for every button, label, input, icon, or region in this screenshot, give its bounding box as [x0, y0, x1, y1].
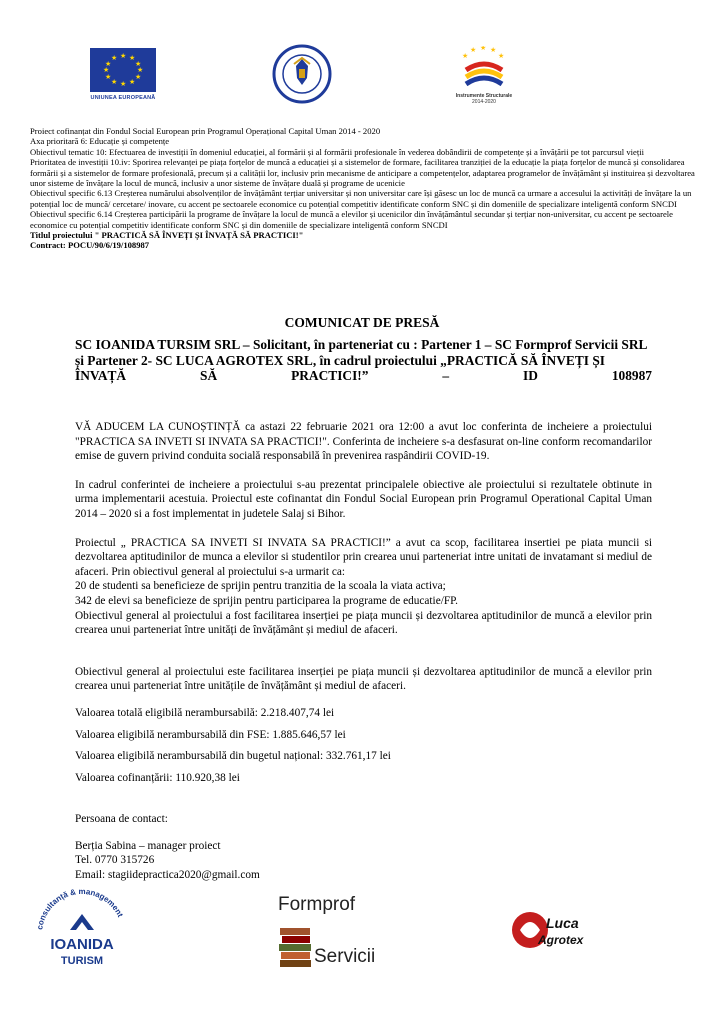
- government-seal-logo: [272, 44, 332, 104]
- contract-number: Contract: POCU/90/6/19/108987: [30, 240, 150, 251]
- footer-logos: [0, 880, 724, 990]
- subtitle-word: –: [442, 368, 450, 384]
- project-intro: [30, 126, 698, 251]
- intro-line: Proiect cofinanțat din Fondul Social European prin Programul Operațional Capital Uman 2014 - 2020: [30, 126, 381, 136]
- header-logos: [0, 40, 724, 110]
- svg-text:★: ★: [462, 52, 469, 60]
- intro-line: Obiectivul specific 6.14 Creșterea participării la programe de învățare la locul de muncă a elevilor și ucenicilor din învățământul secundar și terțiar non-universitar, cu accent pe sectoarele economice cu potențial competitiv identificate conform SNC și din domeniile de specializare inteligentă conform SNCDI: [30, 209, 673, 230]
- paragraph: Proiectul „ PRACTICA SA INVETI SI INVATA SA PRACTICI!” a avut ca scop, facilitarea insertiei pe piata muncii si dezvoltarea aptitudinilor de munca a elevilor si studentilor prin crearea unui parteneriat intre unitati de invatamant si mediul de afaceri. Prin obiectivul general al proiectului s-a urmarit ca:: [75, 536, 652, 578]
- svg-text:★: ★: [470, 46, 477, 54]
- government-seal-icon: [272, 44, 332, 104]
- luca-agrotex-logo: [508, 900, 598, 960]
- paragraph-line: 20 de studenti sa beneficieze de sprijin pentru tranzitia de la scoala la viata activa;: [75, 580, 446, 593]
- subtitle-word: 108987: [611, 368, 652, 384]
- value-line: Valoarea eligibilă nerambursabilă din bugetul național: 332.761,17 lei: [75, 750, 391, 763]
- ioanida-arc-icon: [32, 886, 132, 936]
- is-label: Instrumente Structurale: [455, 93, 513, 99]
- subtitle-word: ID: [523, 368, 538, 384]
- value-line: Valoarea eligibilă nerambursabilă din FSE: 1.885.646,57 lei: [75, 728, 346, 741]
- ioanida-sub: TURISM: [60, 955, 104, 967]
- value-line: Valoarea totală eligibilă nerambursabilă: 2.218.407,74 lei: [75, 706, 335, 719]
- eu-label: UNIUNEA EUROPEANĂ: [90, 95, 156, 101]
- press-subtitle: [75, 337, 652, 384]
- subtitle-line-justified: [75, 368, 652, 384]
- paragraph: Obiectivul general al proiectului este facilitarea inserției pe piața muncii și dezvoltarea aptitudinilor de muncă a elevilor prin crearea unui parteneriat între unitățile de învățământ și mediul de afaceri.: [75, 665, 652, 693]
- subtitle-word: SĂ: [200, 368, 218, 384]
- intro-line: Axa prioritară 6: Educație și competențe: [30, 136, 170, 147]
- svg-text:★: ★: [490, 46, 497, 54]
- instrumente-structurale-logo: [452, 46, 516, 108]
- formprof-sub: Servicii: [314, 946, 376, 967]
- luca-agrotex-icon: [508, 900, 598, 960]
- svg-text:consultanță & management: consultanță & management: [35, 886, 125, 931]
- subtitle-word: ÎNVAȚĂ: [75, 368, 127, 384]
- formprof-logo: [278, 894, 408, 984]
- contact-heading: Persoana de contact:: [75, 813, 168, 825]
- paragraph: Obiectivul general al proiectului a fost facilitarea inserției pe piața muncii și dezvoltarea aptitudinilor de muncă a elevilor prin crearea unui parteneriat între unități de învățământ și mediul de afaceri.: [75, 609, 652, 637]
- contact-phone: Tel. 0770 315726: [75, 854, 155, 867]
- project-title: Titlul proiectului " PRACTICĂ SĂ ÎNVEȚI ȘI ÎNVAȚĂ SĂ PRACTICI!": [30, 230, 304, 241]
- is-years: 2014-2020: [472, 99, 496, 105]
- eu-flag-icon: ★ ★ ★ ★ ★ ★ ★ ★ ★ ★ ★ ★: [90, 48, 156, 92]
- intro-line: Prioritatea de investiții 10.iv: Sporirea relevanței pe piața forțelor de muncă a educației și a sistemelor de formare, facilitarea tranziției de la educație la piața forțelor de muncă și consolidarea formării și a sistemelor de formare profesională, precum și a calității lor, inclusiv prin mecanisme de anticipare a competențelor, adaptarea programelor de învățământ și instituirea și dezvoltarea unor sisteme de învățare la locul de muncă, inclusiv a unor sisteme de învățare duală și programe de ucenicie: [30, 157, 695, 189]
- formprof-name: Formprof: [278, 894, 356, 915]
- intro-line: Obiectivul specific 6.13 Creșterea numărului absolvenților de învățământ terțiar universitar și non universitar care își găsesc un loc de muncă ca urmare a accesului la activități de învățare la un potențial loc de muncă/ cercetare/ inovare, cu accent pe sectoarele economice cu potențial competitiv identificate conform SNC și din domeniile de specializare inteligentă conform SNCDI: [30, 188, 692, 209]
- paragraph: In cadrul conferintei de incheiere a proiectului s-au prezentat principalele obiective ale proiectului si rezultatele obtinute in urma implementarii acestuia. Proiectul este cofinantat din Fondul Social European prin Programul Operational Capital Uman 2014 – 2020 si a fost implementat in judetele Salaj si Bihor.: [75, 478, 652, 520]
- paragraph-line: 342 de elevi sa beneficieze de sprijin pentru participarea la programe de educatie/FP.: [75, 594, 458, 607]
- page-title: COMUNICAT DE PRESĂ: [284, 315, 440, 330]
- ioanida-logo: [32, 886, 132, 976]
- structural-instruments-icon: [452, 46, 516, 88]
- value-line: Valoarea cofinanțării: 110.920,38 lei: [75, 771, 240, 784]
- subtitle-line: SC IOANIDA TURSIM SRL – Solicitant, în parteneriat cu : Partener 1 – SC Formprof Servicii SRL: [75, 337, 648, 352]
- subtitle-word: PRACTICI!”: [291, 368, 369, 384]
- intro-line: Obiectivul tematic 10: Efectuarea de investiții în domeniul educației, al formării și al formării profesionale în vederea dobândirii de competențe și a învățării pe tot parcursul vieții: [30, 146, 644, 157]
- books-icon: [278, 924, 314, 970]
- svg-text:★: ★: [480, 46, 487, 52]
- eu-logo: [90, 48, 156, 101]
- contact-name: Berția Sabina – manager proiect: [75, 839, 221, 852]
- paragraph: VĂ ADUCEM LA CUNOȘTINȚĂ ca astazi 22 februarie 2021 ora 12:00 a avut loc conferinta de incheiere a proiectului "PRACTICA SA INVETI SI INVATA SA PRACTICI!". Conferinta de incheiere s-a desfasurat on-line conform recomandarilor emise de guvern privind conduita socială responsabilă în prevenirea raspândirii COVID-19.: [75, 421, 652, 463]
- svg-text:Luca: Luca: [546, 915, 579, 931]
- subtitle-line: și Partener 2- SC LUCA AGROTEX SRL, în cadrul proiectului „PRACTICĂ SĂ ÎNVEȚI ȘI: [75, 352, 605, 368]
- ioanida-name: IOANIDA: [50, 936, 114, 953]
- svg-text:★: ★: [498, 52, 505, 60]
- contact-block: [75, 812, 475, 882]
- contact-email: Email: stagiidepractica2020@gmail.com: [75, 868, 260, 881]
- press-body: [75, 420, 652, 792]
- svg-text:Agrotex: Agrotex: [538, 933, 584, 947]
